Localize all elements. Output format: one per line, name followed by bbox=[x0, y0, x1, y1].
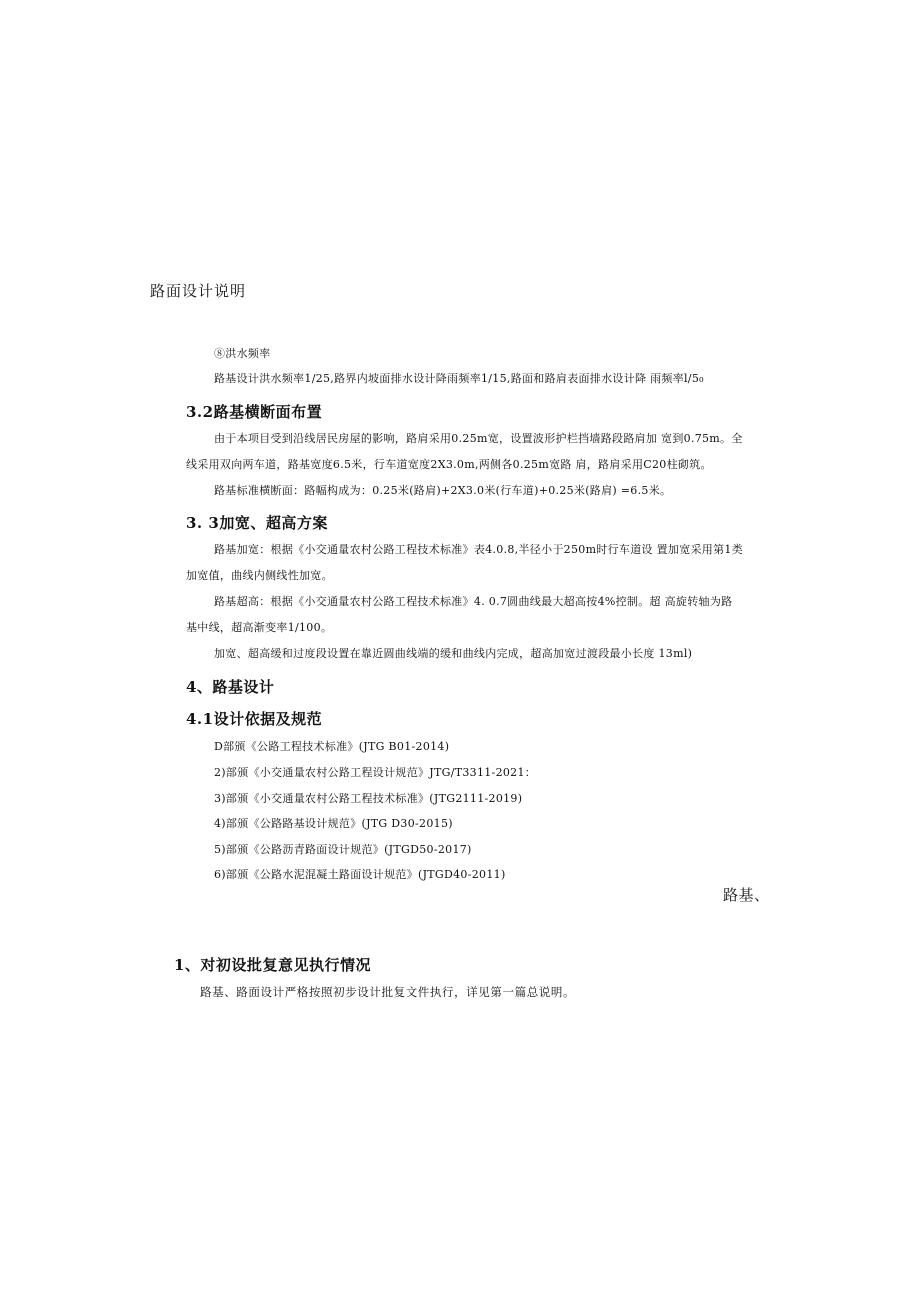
specification-item: 2)部颁《小交通量农村公路工程设计规范》JTG/T3311-2021： bbox=[214, 766, 537, 779]
specification-item: 3)部颁《小交通量农村公路工程技术标准》(JTG2111-2019) bbox=[214, 792, 523, 805]
specification-item: 4)部颁《公路路基设计规范》(JTG D30-2015) bbox=[214, 817, 453, 830]
section-3-3-superelevation-line: 基中线，超高渐变率1/100。 bbox=[186, 621, 333, 634]
section-3-2-heading: 3.2路基横断面布置 bbox=[186, 403, 323, 421]
section-3-3-widening-line: 加宽值，曲线内侧线性加宽。 bbox=[186, 569, 333, 582]
section-3-3-widening-line: 路基加宽：根据《小交通量农村公路工程技术标准》表4.0.8,半径小于250m时行车道设 置加宽采用第1类 bbox=[214, 543, 744, 556]
specification-item: 6)部颁《公路水泥混凝土路面设计规范》(JTGD40-2011) bbox=[214, 868, 506, 881]
section-3-3-superelevation-line: 路基超高：根据《小交通量农村公路工程技术标准》4. 0.7圆曲线最大超高按4%控制。超 高旋转轴为路 bbox=[214, 595, 733, 608]
section-3-3-transition: 加宽、超高缓和过度段设置在靠近圆曲线端的缓和曲线内完成，超高加宽过渡段最小长度 13ml) bbox=[214, 647, 693, 660]
section-4-heading: 4、路基设计 bbox=[186, 678, 275, 696]
side-label: 路基、 bbox=[723, 886, 770, 904]
section-3-3-heading: 3. 3加宽、超高方案 bbox=[186, 514, 328, 532]
section-4-1-heading: 4.1设计依据及规范 bbox=[186, 710, 323, 728]
section-3-2-paragraph-line: 由于本项目受到沿线居民房屋的影响，路肩采用0.25m宽，设置波形护栏挡墙路段路肩加 宽到0.75m。全 bbox=[214, 432, 743, 445]
section-1-text: 路基、路面设计严格按照初步设计批复文件执行，详见第一篇总说明。 bbox=[200, 985, 576, 999]
specification-item: 5)部颁《公路沥青路面设计规范》(JTGD50-2017) bbox=[214, 843, 472, 856]
flood-frequency-text: 路基设计洪水频率1/25,路界内坡面排水设计降雨频率1/15,路面和路肩表面排水设计降 雨频率l/5₀ bbox=[214, 372, 704, 385]
page-title: 路面设计说明 bbox=[150, 282, 247, 300]
section-3-2-paragraph-line: 线采用双向两车道，路基宽度6.5米，行车道宽度2X3.0m,两侧各0.25m宽路 肩，路肩采用C20柱砌筑。 bbox=[186, 458, 712, 471]
section-3-2-standard-section: 路基标准横断面：路幅构成为：0.25米(路肩)+2X3.0米(行车道)+0.25米(路肩) =6.5米。 bbox=[214, 484, 672, 497]
flood-frequency-label: ⑧洪水频率 bbox=[214, 347, 271, 360]
section-1-heading: 1、对初设批复意见执行情况 bbox=[174, 956, 371, 974]
specification-item: D部颁《公路工程技术标准》(JTG B01-2014) bbox=[214, 740, 450, 753]
